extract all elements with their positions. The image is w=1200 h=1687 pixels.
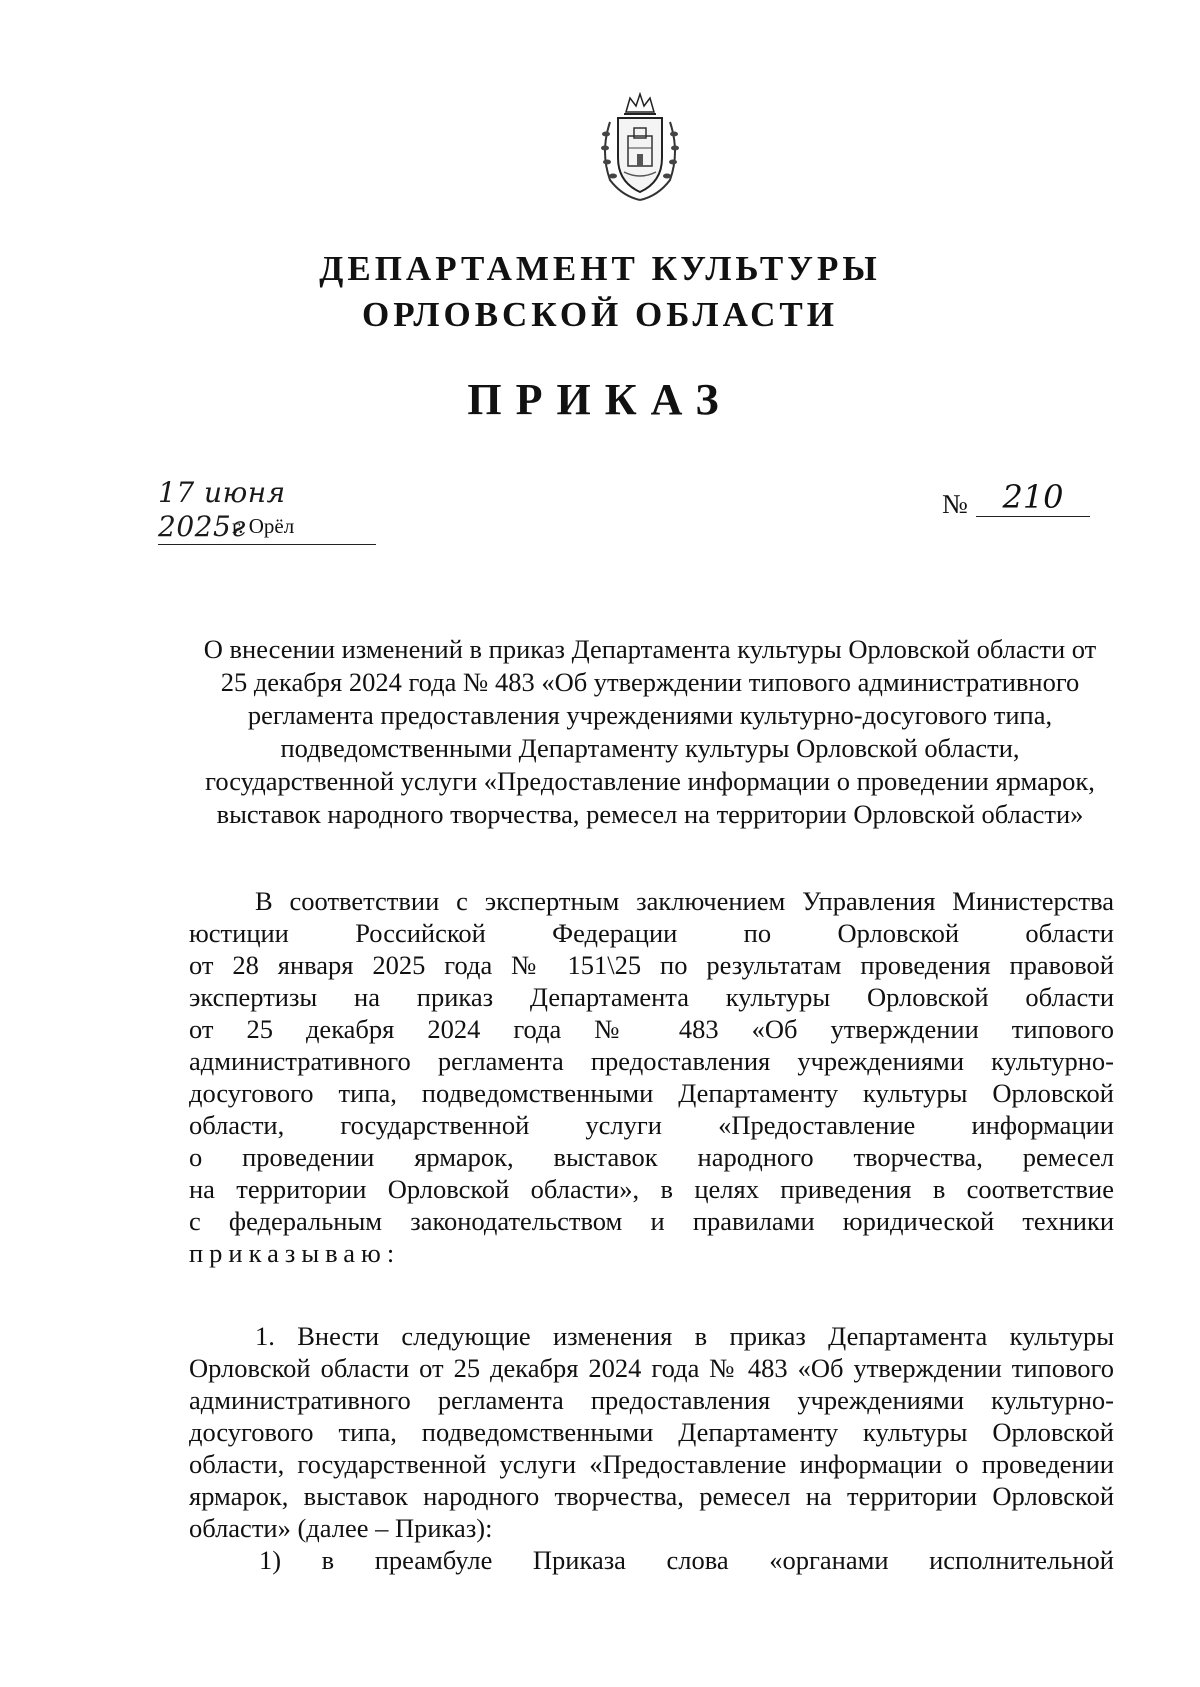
subject-line: подведомственными Департаменту культуры Орловской области, bbox=[280, 733, 1020, 763]
item-line: 1. Внести следующие изменения в приказ Департамента культуры bbox=[255, 1321, 1114, 1351]
preamble-line: юстиции Российской Федерации по Орловской области bbox=[189, 918, 1114, 948]
preamble-line: досугового типа, подведомственными Департаменту культуры Орловской bbox=[189, 1078, 1114, 1108]
preamble-line: от 25 декабря 2024 года № 483 «Об утверждении типового bbox=[189, 1014, 1114, 1044]
number-sign: № bbox=[942, 489, 968, 519]
department-name-line1: ДЕПАРТАМЕНТ КУЛЬТУРЫ bbox=[319, 249, 881, 288]
preamble-line: на территории Орловской области», в целях приведения в соответствие bbox=[189, 1174, 1114, 1204]
item-line: административного регламента предоставления учреждениями культурно- bbox=[189, 1385, 1114, 1415]
subject-line: О внесении изменений в приказ Департамента культуры Орловской области от bbox=[203, 634, 1097, 664]
preamble-line: административного регламента предоставления учреждениями культурно- bbox=[189, 1046, 1114, 1076]
subject-line: 25 декабря 2024 года № 483 «Об утверждении типового административного bbox=[220, 667, 1080, 697]
order-subject bbox=[190, 633, 1110, 831]
preamble-line: с федеральным законодательством и правилами юридической техники bbox=[189, 1206, 1114, 1236]
preamble-line: о проведении ярмарок, выставок народного творчества, ремесел bbox=[189, 1142, 1114, 1172]
item-line: области» (далее – Приказ): bbox=[189, 1513, 493, 1543]
item-line: области, государственной услуги «Предоставление информации о проведении bbox=[189, 1449, 1114, 1479]
document-type-title: ПРИКАЗ bbox=[467, 375, 733, 424]
coat-of-arms-emblem bbox=[596, 92, 684, 202]
subject-line: регламента предоставления учреждениями культурно-досугового типа, bbox=[247, 700, 1053, 730]
preamble-line: области, государственной услуги «Предоставление информации bbox=[189, 1110, 1114, 1140]
subitem-1-line: 1) в преамбуле Приказа слова «органами исполнительной bbox=[259, 1545, 1114, 1575]
item-line: досугового типа, подведомственными Департаменту культуры Орловской bbox=[189, 1417, 1114, 1447]
preamble-line: от 28 января 2025 года № 151\25 по результатам проведения правовой bbox=[189, 950, 1114, 980]
item-1-paragraph bbox=[189, 1320, 1114, 1576]
subject-line: государственной услуги «Предоставление информации о проведении ярмарок, bbox=[205, 766, 1095, 796]
handwritten-date: 17 июня 2025г bbox=[158, 476, 376, 545]
preamble-paragraph bbox=[189, 885, 1114, 1269]
preamble-line: В соответствии с экспертным заключением Управления Министерства bbox=[255, 886, 1114, 916]
item-line: ярмарок, выставок народного творчества, ремесел на территории Орловской bbox=[189, 1481, 1114, 1511]
item-line: Орловской области от 25 декабря 2024 года № 483 «Об утверждении типового bbox=[189, 1353, 1114, 1383]
subject-line: выставок народного творчества, ремесел на территории Орловской области» bbox=[216, 799, 1084, 829]
preamble-line: экспертизы на приказ Департамента культуры Орловской области bbox=[189, 982, 1114, 1012]
city-label: г. Орёл bbox=[232, 514, 295, 538]
department-name-line2: ОРЛОВСКОЙ ОБЛАСТИ bbox=[362, 295, 838, 334]
handwritten-order-number: 210 bbox=[976, 478, 1090, 517]
order-directive-word: приказываю: bbox=[189, 1238, 401, 1268]
